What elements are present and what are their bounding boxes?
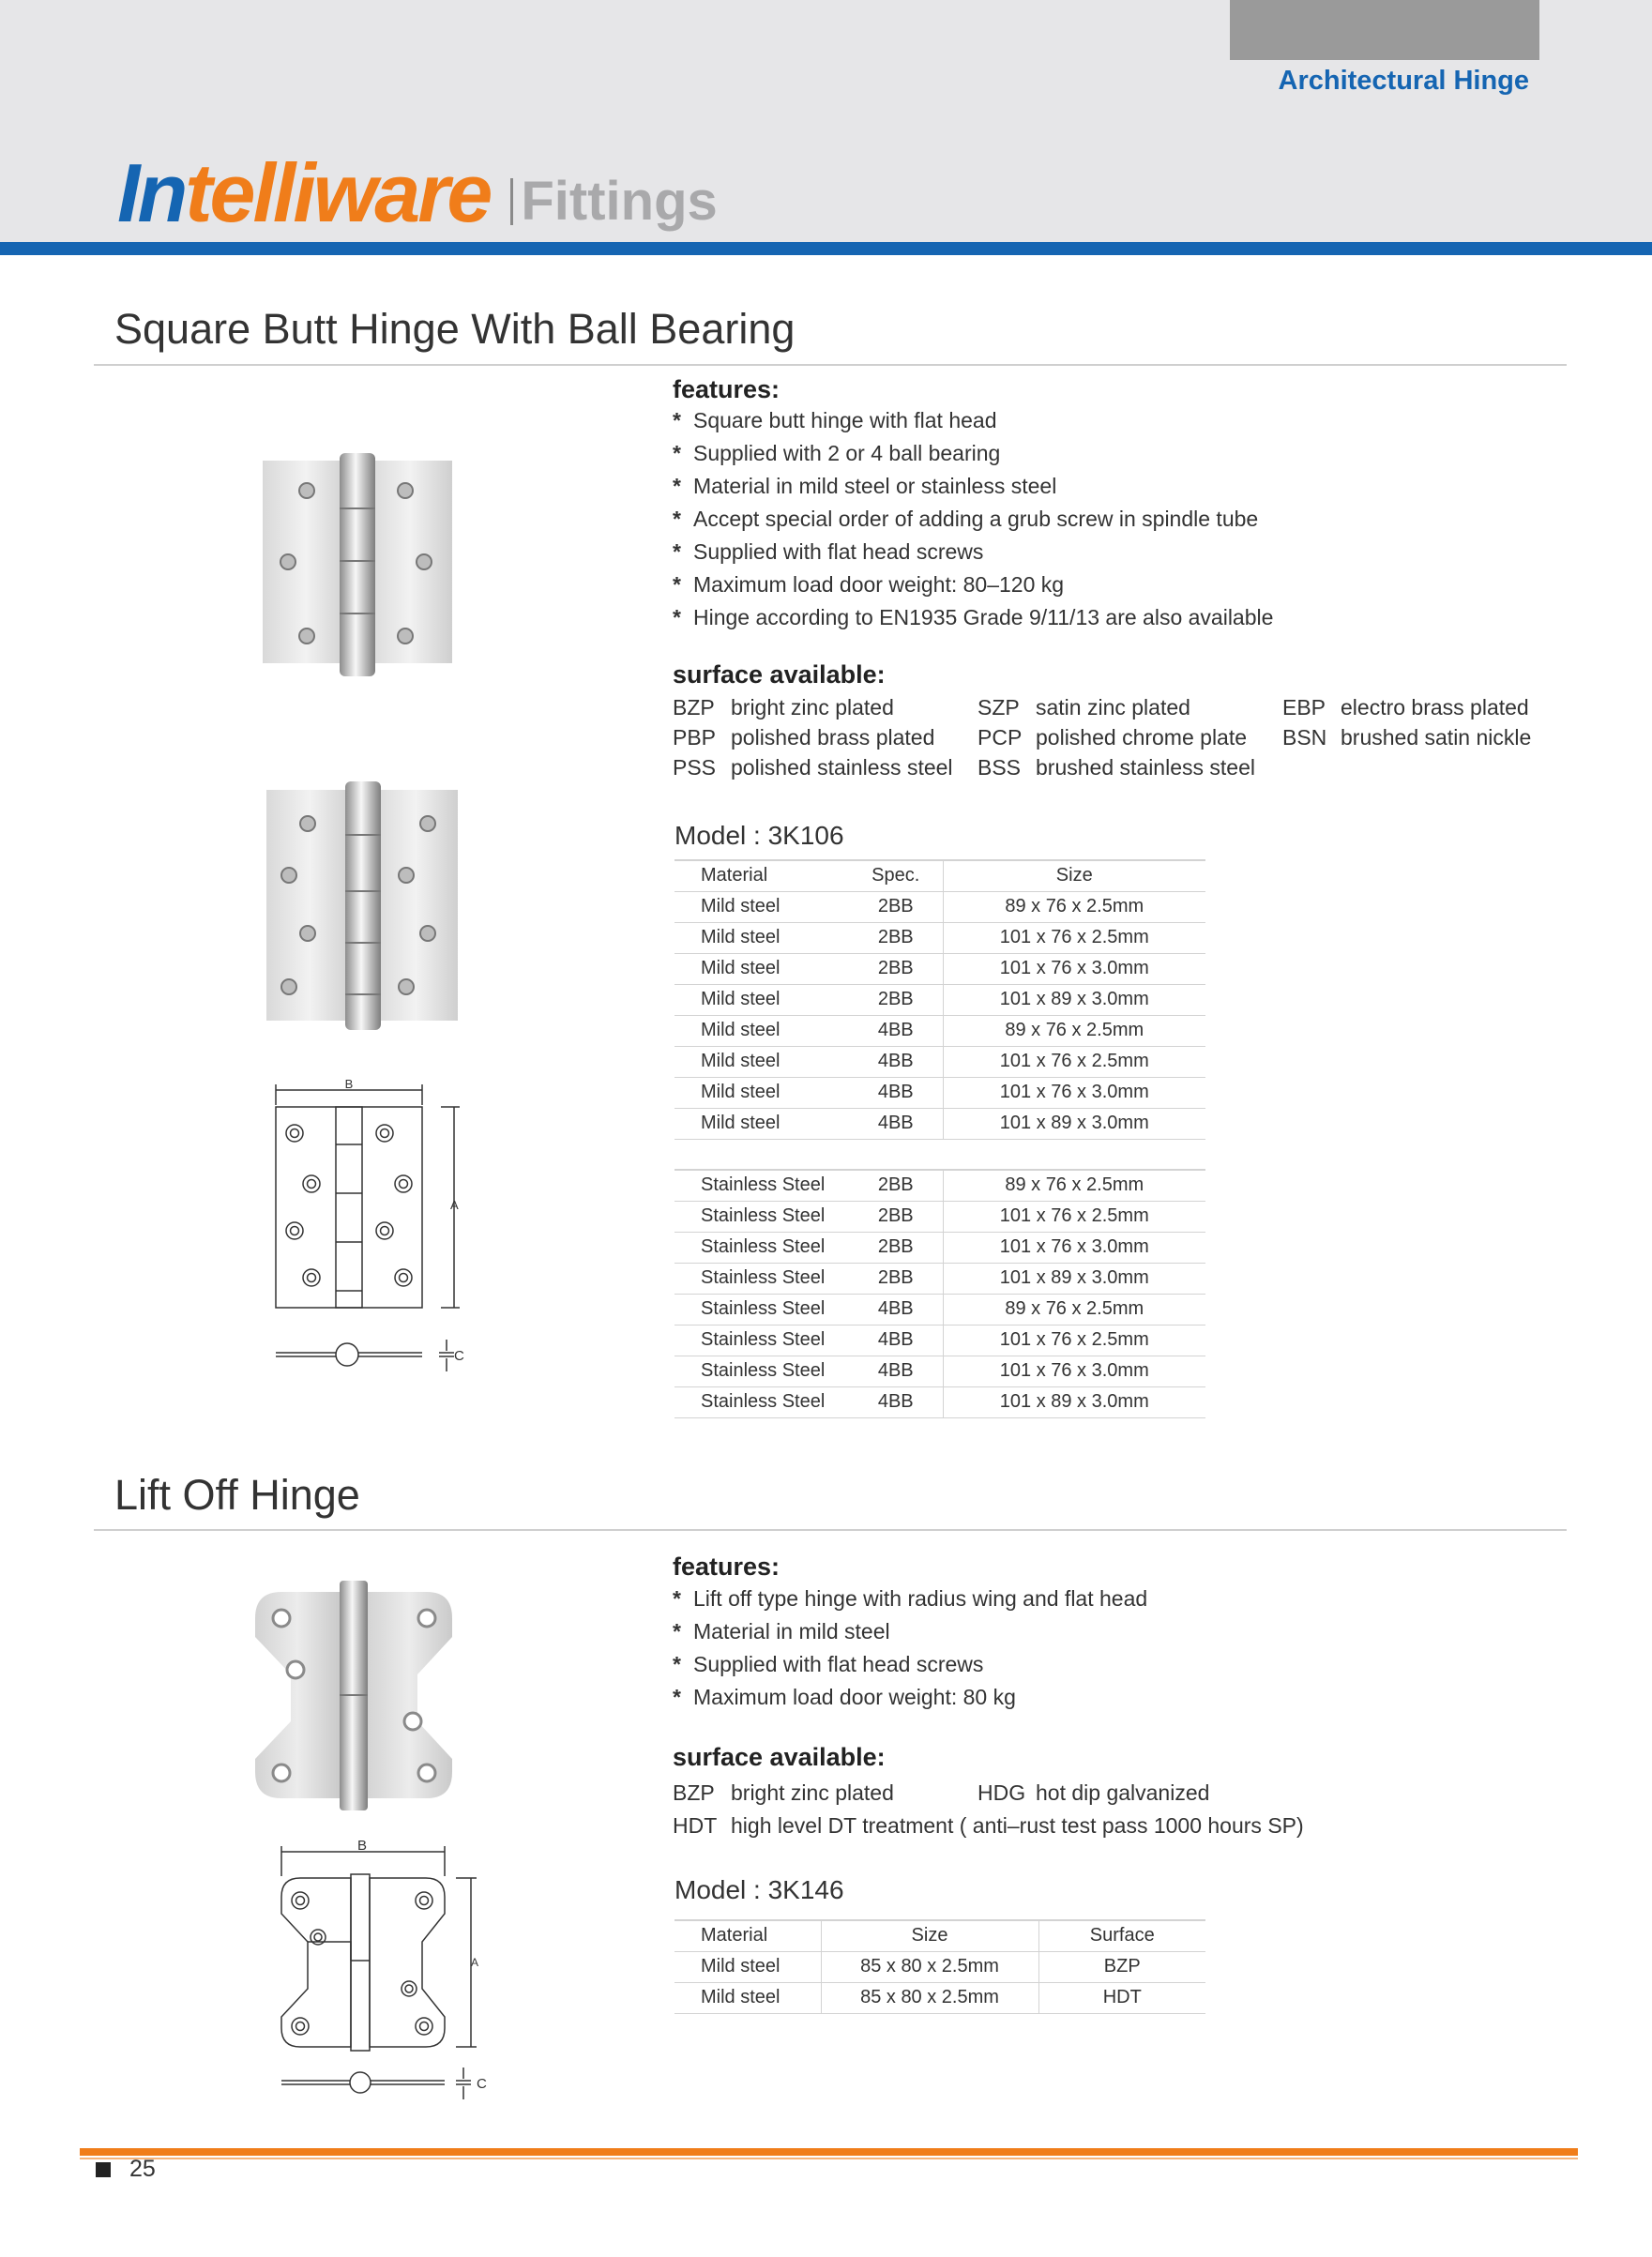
table-cell: 4BB: [849, 1046, 943, 1077]
table-cell: 89 x 76 x 2.5mm: [943, 1294, 1205, 1325]
table-cell: 101 x 76 x 2.5mm: [943, 1201, 1205, 1232]
table-cell: Stainless Steel: [674, 1170, 849, 1201]
table-cell: Mild steel: [674, 1015, 849, 1046]
surface-code: BZP: [673, 695, 715, 720]
column-header-material: Material: [674, 860, 849, 891]
table-header-row: [674, 1920, 1205, 1951]
table-cell: Stainless Steel: [674, 1263, 849, 1294]
table-cell: [674, 1139, 849, 1170]
table-row: [674, 984, 1205, 1015]
drawing-label-a: A: [471, 1956, 479, 1969]
surface-item: [673, 752, 953, 782]
table-row: [674, 1108, 1205, 1139]
table-row: [674, 1232, 1205, 1263]
table-cell: Mild steel: [674, 922, 849, 953]
column-header-size: Size: [943, 860, 1205, 891]
table-row: [674, 1170, 1205, 1201]
brand-name-part-1: In: [117, 146, 186, 239]
surface-name: hot dip galvanized: [1036, 1780, 1210, 1805]
surface-code: PSS: [673, 755, 717, 780]
surface-item: [673, 692, 894, 722]
feature-item: [673, 404, 1273, 437]
table-cell: 101 x 76 x 3.0mm: [943, 1077, 1205, 1108]
table-cell: Stainless Steel: [674, 1232, 849, 1263]
model-label-3k146: Model : 3K146: [674, 1875, 844, 1904]
drawing-label-b: B: [356, 1839, 368, 1854]
table-row: [674, 1982, 1205, 2013]
feature-item: [673, 470, 1273, 503]
table-cell: 4BB: [849, 1325, 943, 1356]
table-cell: 4BB: [849, 1294, 943, 1325]
page-category: Architectural Hinge: [1278, 66, 1529, 96]
bullet-star-icon: *: [673, 539, 681, 564]
table-cell: Mild steel: [674, 1108, 849, 1139]
spec-table-3k106: [674, 859, 1205, 1418]
section-title-square-butt: Square Butt Hinge With Ball Bearing: [114, 305, 796, 353]
features-heading: features:: [673, 1553, 781, 1581]
column-header-spec: Spec.: [849, 860, 943, 891]
table-cell: 101 x 89 x 3.0mm: [943, 1263, 1205, 1294]
section-title-lift-off: Lift Off Hinge: [114, 1471, 360, 1519]
table-cell: 4BB: [849, 1077, 943, 1108]
footer-rule: [80, 2148, 1578, 2156]
model-label-3k106: Model : 3K106: [674, 821, 844, 850]
surface-item: [673, 1810, 1304, 1842]
bullet-star-icon: *: [673, 441, 681, 465]
brand-subtitle: Fittings: [521, 171, 718, 232]
surface-code: PCP: [978, 725, 1023, 750]
table-row: [674, 1263, 1205, 1294]
feature-text: Maximum load door weight: 80 kg: [693, 1685, 1016, 1709]
surface-item: [1282, 692, 1529, 722]
table-cell: Mild steel: [674, 953, 849, 984]
hinge-2bb-photo: [255, 448, 457, 683]
page-number: 25: [129, 2156, 156, 2182]
table-cell: 101 x 76 x 3.0mm: [943, 1232, 1205, 1263]
feature-item: [673, 503, 1273, 536]
feature-item: [673, 1615, 1147, 1648]
table-row: [674, 1386, 1205, 1417]
table-cell: 89 x 76 x 2.5mm: [943, 1170, 1205, 1201]
bullet-star-icon: *: [673, 605, 681, 629]
surface-name: electro brass plated: [1341, 695, 1529, 720]
drawing-label-a: A: [450, 1198, 459, 1212]
surface-row: [673, 692, 1554, 722]
table-cell: 101 x 76 x 3.0mm: [943, 1356, 1205, 1386]
feature-item: [673, 536, 1273, 568]
lift-off-hinge-photo: [253, 1581, 455, 1815]
feature-text: Square butt hinge with flat head: [693, 408, 997, 432]
surface-heading: surface available:: [673, 660, 886, 689]
header-rule: [0, 242, 1652, 255]
feature-item: [673, 1648, 1147, 1681]
surface-item: [978, 752, 1255, 782]
bullet-star-icon: *: [673, 1586, 681, 1611]
table-row: [674, 1201, 1205, 1232]
surface-grid: [673, 1777, 1554, 1842]
bullet-star-icon: *: [673, 507, 681, 531]
surface-name: brushed stainless steel: [1036, 755, 1255, 780]
table-cell: Mild steel: [674, 1046, 849, 1077]
feature-text: Lift off type hinge with radius wing and flat head: [693, 1586, 1148, 1611]
page-marker-icon: [96, 2162, 111, 2177]
table-row: [674, 891, 1205, 922]
table-cell: 4BB: [849, 1386, 943, 1417]
hinge-4bb-photo: [261, 779, 462, 1032]
section-divider: [94, 364, 1567, 366]
table-cell: Stainless Steel: [674, 1294, 849, 1325]
surface-row: [673, 1777, 1554, 1810]
feature-item: [673, 568, 1273, 601]
table-cell: 101 x 89 x 3.0mm: [943, 1108, 1205, 1139]
surface-code: SZP: [978, 695, 1020, 720]
bullet-star-icon: *: [673, 1685, 681, 1709]
table-cell: 101 x 89 x 3.0mm: [943, 984, 1205, 1015]
table-cell: 2BB: [849, 891, 943, 922]
table-cell: HDT: [1038, 1982, 1205, 2013]
table-row: [674, 1356, 1205, 1386]
table-group-spacer: [674, 1139, 1205, 1170]
surface-name: bright zinc plated: [731, 695, 894, 720]
surface-code: BSN: [1282, 725, 1327, 750]
table-cell: 89 x 76 x 2.5mm: [943, 891, 1205, 922]
section-divider: [94, 1529, 1567, 1531]
table-cell: 101 x 76 x 2.5mm: [943, 922, 1205, 953]
surface-item: [978, 722, 1247, 752]
surface-code: BSS: [978, 755, 1022, 780]
surface-name: polished stainless steel: [731, 755, 953, 780]
drawing-label-c: C: [477, 2076, 487, 2092]
table-cell: 89 x 76 x 2.5mm: [943, 1015, 1205, 1046]
surface-name: brushed satin nickle: [1341, 725, 1532, 750]
table-cell: 2BB: [849, 922, 943, 953]
table-cell: Stainless Steel: [674, 1356, 849, 1386]
surface-name: bright zinc plated: [731, 1780, 894, 1805]
surface-grid: [673, 692, 1554, 782]
table-cell: 101 x 76 x 2.5mm: [943, 1046, 1205, 1077]
feature-item: [673, 601, 1273, 634]
table-cell: 85 x 80 x 2.5mm: [821, 1982, 1038, 2013]
brand-name-part-2: telli: [185, 146, 313, 239]
table-cell: BZP: [1038, 1951, 1205, 1982]
brand-separator: [510, 178, 513, 225]
column-header-material: Material: [674, 1920, 821, 1951]
surface-item: [673, 722, 934, 752]
feature-item: [673, 1583, 1147, 1615]
table-cell: 2BB: [849, 1170, 943, 1201]
bullet-star-icon: *: [673, 474, 681, 498]
spec-table-3k146: [674, 1919, 1205, 2014]
table-cell: 4BB: [849, 1015, 943, 1046]
features-list: [673, 404, 1273, 634]
table-row: [674, 1046, 1205, 1077]
brand-name-part-3: ware: [312, 146, 491, 239]
table-cell: 2BB: [849, 1263, 943, 1294]
table-cell: 2BB: [849, 1232, 943, 1263]
brand-logo: [117, 146, 718, 239]
table-cell: 4BB: [849, 1356, 943, 1386]
table-row: [674, 1077, 1205, 1108]
lift-off-hinge-drawing: [272, 1839, 497, 2111]
feature-text: Supplied with 2 or 4 ball bearing: [693, 441, 1001, 465]
table-header-row: [674, 860, 1205, 891]
surface-code: HDT: [673, 1813, 718, 1838]
surface-name: polished chrome plate: [1036, 725, 1248, 750]
surface-row: [673, 752, 1554, 782]
surface-code: HDG: [978, 1780, 1026, 1805]
table-cell: [849, 1139, 943, 1170]
table-cell: 85 x 80 x 2.5mm: [821, 1951, 1038, 1982]
table-cell: Mild steel: [674, 1982, 821, 2013]
surface-name: polished brass plated: [731, 725, 935, 750]
table-row: [674, 953, 1205, 984]
table-cell: [943, 1139, 1205, 1170]
feature-item: [673, 437, 1273, 470]
drawing-label-b: B: [344, 1077, 354, 1091]
table-cell: Stainless Steel: [674, 1201, 849, 1232]
features-heading: features:: [673, 375, 781, 403]
column-header-size: Size: [821, 1920, 1038, 1951]
table-cell: 2BB: [849, 1201, 943, 1232]
table-cell: 101 x 76 x 3.0mm: [943, 953, 1205, 984]
table-row: [674, 1294, 1205, 1325]
feature-text: Supplied with flat head screws: [693, 1652, 984, 1676]
bullet-star-icon: *: [673, 1652, 681, 1676]
table-row: [674, 1951, 1205, 1982]
bullet-star-icon: *: [673, 572, 681, 597]
surface-row: [673, 1810, 1554, 1842]
header-grey-tab: [1230, 0, 1539, 60]
table-row: [674, 1015, 1205, 1046]
feature-text: Maximum load door weight: 80–120 kg: [693, 572, 1065, 597]
drawing-label-c: C: [454, 1348, 464, 1364]
surface-heading: surface available:: [673, 1743, 886, 1771]
bullet-star-icon: *: [673, 1619, 681, 1644]
footer-rule-light: [80, 2158, 1578, 2159]
surface-code: BZP: [673, 1780, 715, 1805]
table-cell: Stainless Steel: [674, 1325, 849, 1356]
table-row: [674, 922, 1205, 953]
table-cell: Mild steel: [674, 891, 849, 922]
table-row: [674, 1325, 1205, 1356]
table-cell: Mild steel: [674, 984, 849, 1015]
feature-text: Accept special order of adding a grub screw in spindle tube: [693, 507, 1259, 531]
surface-code: PBP: [673, 725, 717, 750]
feature-text: Supplied with flat head screws: [693, 539, 984, 564]
table-cell: 2BB: [849, 953, 943, 984]
feature-text: Material in mild steel or stainless steel: [693, 474, 1057, 498]
table-cell: Stainless Steel: [674, 1386, 849, 1417]
surface-name: high level DT treatment ( anti–rust test pass 1000 hours SP): [731, 1813, 1304, 1838]
surface-row: [673, 722, 1554, 752]
table-cell: 101 x 76 x 2.5mm: [943, 1325, 1205, 1356]
brand-name: [117, 146, 491, 239]
surface-code: EBP: [1282, 695, 1326, 720]
table-cell: Mild steel: [674, 1077, 849, 1108]
surface-item: [1282, 722, 1531, 752]
feature-text: Hinge according to EN1935 Grade 9/11/13 are also available: [693, 605, 1274, 629]
feature-text: Material in mild steel: [693, 1619, 890, 1644]
bullet-star-icon: *: [673, 408, 681, 432]
surface-name: satin zinc plated: [1036, 695, 1190, 720]
surface-item: [978, 692, 1190, 722]
table-cell: Mild steel: [674, 1951, 821, 1982]
feature-item: [673, 1681, 1147, 1714]
surface-item: [673, 1777, 894, 1810]
features-list: [673, 1583, 1147, 1714]
surface-item: [978, 1777, 1209, 1810]
column-header-surface: Surface: [1038, 1920, 1205, 1951]
table-cell: 101 x 89 x 3.0mm: [943, 1386, 1205, 1417]
square-butt-hinge-drawing: [263, 1077, 478, 1386]
table-cell: 4BB: [849, 1108, 943, 1139]
table-cell: 2BB: [849, 984, 943, 1015]
